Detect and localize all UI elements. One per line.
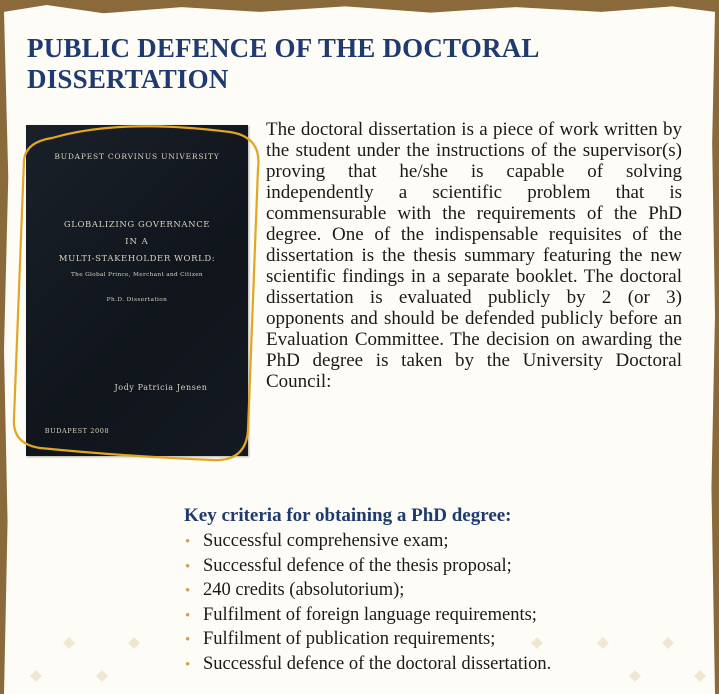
list-item — [184, 554, 551, 579]
dissertation-description — [266, 119, 682, 392]
list-item-text: Fulfilment of foreign language requirements; — [203, 604, 537, 625]
list-item-text: Fulfilment of publication requirements; — [203, 629, 496, 649]
dissertation-book-cover — [26, 125, 248, 456]
book-author: Jody Patricia Jensen — [114, 383, 208, 392]
bullet-icon: • — [185, 558, 191, 575]
list-item — [184, 578, 551, 603]
list-item-text: Successful defence of the thesis proposal; — [203, 555, 512, 576]
list-item — [184, 627, 551, 652]
dissertation-description-text: The doctoral dissertation is a piece of work written by the student under the instructions of the supervisor(s) proving that he/she is capable of solving independently a scientific problem that is commensurable with the requirements of the PhD degree. One of the indispensable requisites of the dissertation is the thesis summary featuring the new scientific findings in a separate booklet. The doctoral dissertation is evaluated publicly by 2 (or 3) opponents and should be defended publicly before an Evaluation Committee. The decision on awarding the PhD degree is taken by the University Doctoral Council: — [266, 119, 682, 392]
list-item-text: Successful defence of the doctoral dissertation. — [203, 653, 552, 674]
list-item — [184, 652, 551, 677]
bullet-icon: • — [185, 607, 191, 624]
bullet-icon: • — [185, 583, 191, 599]
book-title-line2: IN A — [125, 237, 149, 247]
book-subtitle: The Global Prince, Merchant and Citizen — [71, 272, 203, 278]
bullet-icon: • — [185, 632, 191, 648]
list-item — [184, 529, 551, 554]
list-item — [184, 603, 551, 628]
list-item-text: 240 credits (absolutorium); — [203, 580, 405, 600]
criteria-list — [184, 529, 551, 676]
book-place-year: BUDAPEST 2008 — [44, 427, 110, 435]
book-university: BUDAPEST CORVINUS UNIVERSITY — [54, 152, 220, 161]
book-title-line1: GLOBALIZING GOVERNANCE — [63, 220, 211, 230]
criteria-heading: Key criteria for obtaining a PhD degree: — [184, 505, 512, 526]
book-type: Ph.D. Dissertation — [106, 297, 168, 303]
list-item-text: Successful comprehensive exam; — [203, 531, 449, 551]
page-title: PUBLIC DEFENCE OF THE DOCTORAL DISSERTATION — [27, 33, 539, 94]
book-title-line3: MULTI-STAKEHOLDER WORLD: — [58, 254, 216, 264]
bullet-icon: • — [185, 656, 191, 673]
bullet-icon: • — [185, 534, 191, 550]
